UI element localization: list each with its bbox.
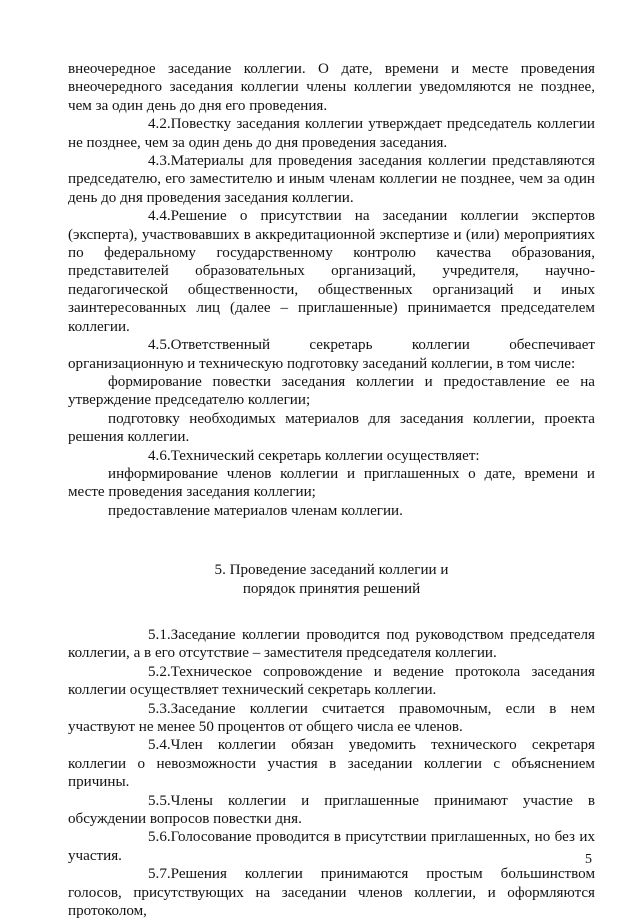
- section5-heading: [68, 561, 595, 598]
- item-text: Члены коллегии и приглашенные принимают участие в обсуждении вопросов повестки дня.: [68, 792, 595, 828]
- section5-heading-line2: порядок принятия решений: [242, 580, 421, 597]
- item-4-6: [68, 447, 595, 465]
- item-5-5: [68, 792, 595, 829]
- item-text: Технический секретарь коллегии осуществляет:: [170, 447, 480, 464]
- item-5-2: [68, 663, 595, 700]
- item-number: 4.2.: [148, 116, 171, 133]
- section5-heading-line1: 5. Проведение заседаний коллегии и: [214, 562, 449, 579]
- item-number: 5.6.: [148, 829, 171, 846]
- item-number: 5.5.: [148, 792, 171, 809]
- section4-continuation: внеочередное заседание коллегии. О дате, времени и месте проведения внеочередного заседания коллегии члены коллегии уведомляются не позднее, чем за один день до дня его проведения.: [68, 61, 595, 114]
- item-number: 5.3.: [148, 700, 171, 717]
- item-4-6-subitem: информирование членов коллегии и приглашенных о дате, времени и месте проведения заседания коллегии;: [68, 465, 595, 501]
- item-text: Заседание коллегии считается правомочным, если в нем участвуют не менее 50 процентов от общего числа ее членов.: [68, 700, 595, 735]
- item-number: 4.5.: [148, 337, 171, 354]
- item-4-5-subitem: подготовку необходимых материалов для заседания коллегии, проекта решения коллегии.: [68, 410, 595, 446]
- item-number: 4.4.: [148, 208, 171, 225]
- item-5-7: [68, 865, 595, 920]
- item-4-4: [68, 207, 595, 336]
- item-4-2: [68, 115, 595, 152]
- item-number: 5.7.: [148, 866, 171, 883]
- item-text: Повестку заседания коллегии утверждает председатель коллегии не позднее, чем за один день до дня проведения заседания.: [68, 116, 595, 151]
- item-text: Решения коллегии принимаются простым большинством голосов, присутствующих на заседании членов коллегии, и оформляются протоколом,: [68, 866, 595, 920]
- item-number: 4.6.: [148, 447, 171, 464]
- item-text: Ответственный секретарь коллегии обеспечивает организационную и техническую подготовку заседаний коллегии, в том числе:: [68, 337, 595, 372]
- item-number: 5.1.: [148, 626, 171, 643]
- item-5-4: [68, 736, 595, 791]
- page-number: 5: [585, 852, 592, 867]
- item-4-6-subitem: предоставление материалов членам коллегии.: [108, 502, 403, 519]
- item-number: 5.2.: [148, 663, 171, 680]
- item-text: Техническое сопровождение и ведение протокола заседания коллегии осуществляет технический секретарь коллегии.: [68, 663, 595, 699]
- document-page: [68, 60, 595, 920]
- item-text: Голосование проводится в присутствии приглашенных, но без их участия.: [68, 829, 595, 864]
- item-5-6: [68, 828, 595, 865]
- item-5-1: [68, 626, 595, 663]
- item-text: Решение о присутствии на заседании коллегии экспертов (эксперта), участвовавших в аккредитационной экспертизе и (или) мероприятиях по федеральному государственному контролю качества образования, представителей образовательных организаций, учредителя, научно-педагогической общественности, общественных организаций и иных заинтересованных лиц (далее – приглашенные) принимается председателем коллегии.: [68, 208, 595, 335]
- item-text: Заседание коллегии проводится под руководством председателя коллегии, а в его отсутствие – заместителя председателя коллегии.: [68, 626, 595, 662]
- item-4-5: [68, 336, 595, 373]
- item-4-5-subitem: формирование повестки заседания коллегии и предоставление ее на утверждение председателю коллегии;: [68, 373, 595, 409]
- item-number: 4.3.: [148, 153, 171, 170]
- item-5-3: [68, 700, 595, 737]
- item-text: Материалы для проведения заседания коллегии представляются председателю, его заместителю и иным членам коллегии не позднее, чем за один день до дня проведения заседания коллегии.: [68, 153, 595, 206]
- item-number: 5.4.: [148, 737, 171, 754]
- item-text: Член коллегии обязан уведомить технического секретаря коллегии о невозможности участия в заседании коллегии с объяснением причины.: [68, 737, 595, 791]
- item-4-3: [68, 152, 595, 207]
